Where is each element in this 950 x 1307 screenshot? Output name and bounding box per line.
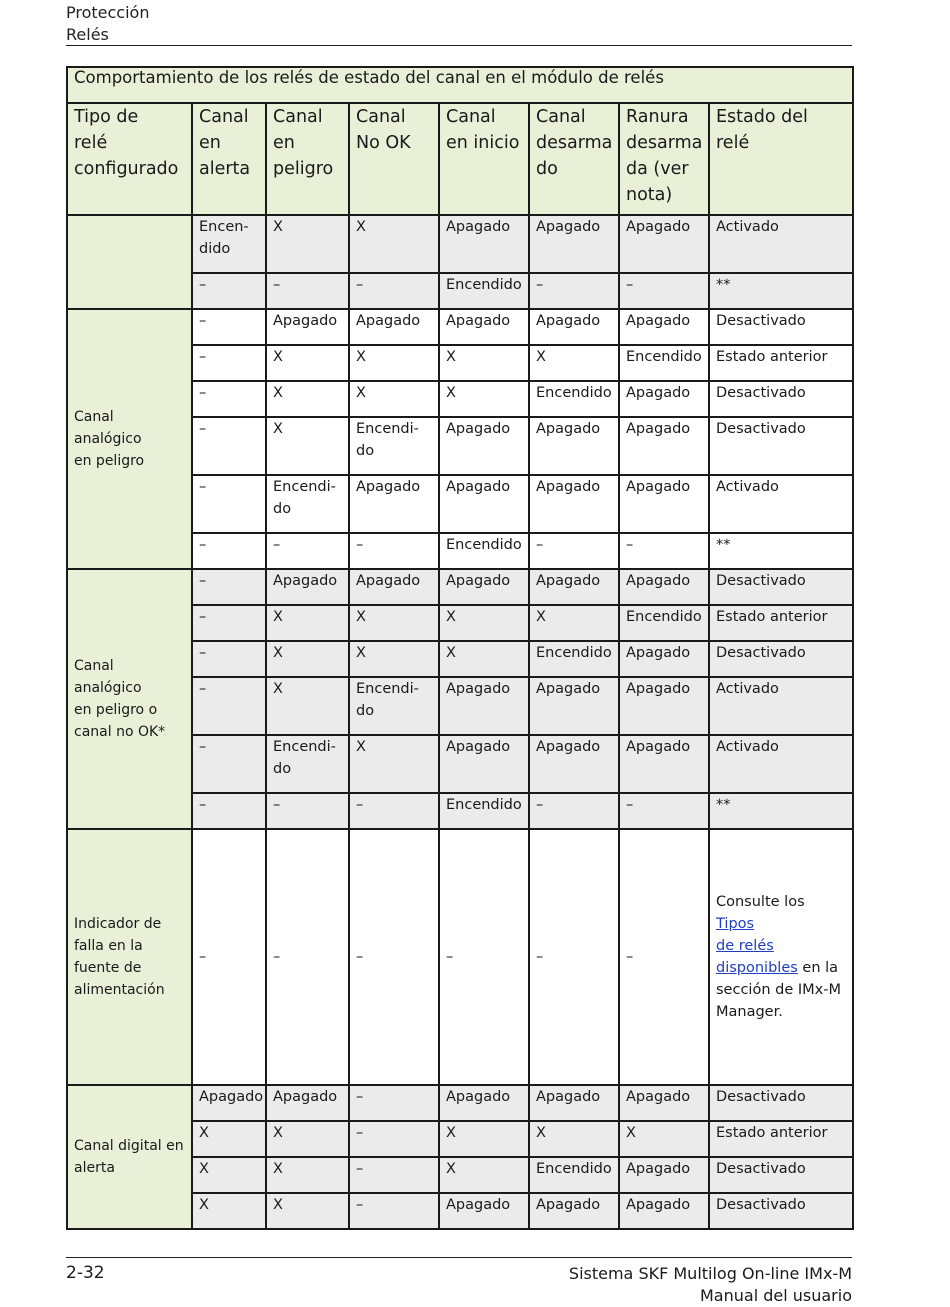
table-caption: Comportamiento de los relés de estado del canal en el módulo de relés <box>67 67 853 103</box>
relay-state-cell: Estado anterior <box>709 1121 853 1157</box>
relay-state-cell: Desactivado <box>709 1193 853 1229</box>
table-cell: Apagado <box>439 569 529 605</box>
relay-state-cell: ** <box>709 793 853 829</box>
table-cell: – <box>349 1085 439 1121</box>
table-cell: – <box>529 829 619 1085</box>
table-cell: – <box>192 735 266 793</box>
relay-state-cell: Desactivado <box>709 569 853 605</box>
table-cell: X <box>266 605 349 641</box>
table-cell: Apagado <box>529 569 619 605</box>
table-cell: Encendi- do <box>266 735 349 793</box>
table-cell: X <box>349 735 439 793</box>
table-cell: – <box>349 273 439 309</box>
table-cell: X <box>439 605 529 641</box>
table-cell: – <box>192 677 266 735</box>
relay-state-cell: Desactivado <box>709 381 853 417</box>
header-chapter: Protección <box>66 3 150 22</box>
table-cell: – <box>266 533 349 569</box>
table-cell: Encendido <box>529 641 619 677</box>
table-cell: Apagado <box>439 417 529 475</box>
table-cell: – <box>266 829 349 1085</box>
table-cell: Encendido <box>439 533 529 569</box>
table-cell: Encen- dido <box>192 215 266 273</box>
table-cell: Apagado <box>439 1193 529 1229</box>
table-cell: Apagado <box>529 735 619 793</box>
running-header <box>66 2 149 46</box>
table-cell: Apagado <box>439 215 529 273</box>
table-cell: Apagado <box>619 569 709 605</box>
table-cell: Apagado <box>619 417 709 475</box>
table-cell: Apagado <box>529 475 619 533</box>
relay-state-cell: ** <box>709 533 853 569</box>
column-header: Canal en inicio <box>439 103 529 215</box>
relay-state-cell: Desactivado <box>709 417 853 475</box>
relay-status-table <box>66 66 854 1230</box>
table-cell: X <box>192 1157 266 1193</box>
table-cell: Apagado <box>439 735 529 793</box>
table-cell: X <box>266 1121 349 1157</box>
table-cell: – <box>619 829 709 1085</box>
table-cell: – <box>266 273 349 309</box>
table-cell: Encendido <box>619 345 709 381</box>
table-cell: Apagado <box>439 1085 529 1121</box>
table-cell: X <box>529 345 619 381</box>
table-cell: Encendi- do <box>266 475 349 533</box>
relay-type-cell <box>67 215 192 309</box>
table-cell: Apagado <box>439 475 529 533</box>
table-cell: X <box>439 1157 529 1193</box>
table-cell: – <box>439 829 529 1085</box>
table-cell: X <box>266 417 349 475</box>
table-cell: – <box>192 345 266 381</box>
table-cell: X <box>266 677 349 735</box>
table-cell: X <box>266 641 349 677</box>
relay-type-cell: Canal digital en alerta <box>67 1085 192 1229</box>
table-cell: Encendido <box>529 381 619 417</box>
table-cell: – <box>529 533 619 569</box>
relay-state-cell: Activado <box>709 215 853 273</box>
table-cell: Apagado <box>619 381 709 417</box>
table-cell: – <box>266 793 349 829</box>
header-divider <box>66 45 852 46</box>
relay-state-cell: Desactivado <box>709 641 853 677</box>
page-number: 2-32 <box>66 1263 105 1283</box>
table-cell: Apagado <box>349 475 439 533</box>
table-cell: – <box>192 605 266 641</box>
table-cell: X <box>439 641 529 677</box>
footer-title <box>569 1263 852 1307</box>
footer-divider <box>66 1257 852 1258</box>
table-cell: – <box>619 533 709 569</box>
table-cell: X <box>529 605 619 641</box>
table-cell: X <box>192 1193 266 1229</box>
table-cell: Apagado <box>529 417 619 475</box>
table-cell: – <box>529 273 619 309</box>
relay-type-cell: Canal analógico en peligro <box>67 309 192 569</box>
table-cell: – <box>349 829 439 1085</box>
table-row <box>67 215 853 273</box>
column-header: Canal desarma do <box>529 103 619 215</box>
table-cell: – <box>349 1121 439 1157</box>
table-cell: X <box>266 345 349 381</box>
table-cell: X <box>266 381 349 417</box>
table-cell: X <box>439 345 529 381</box>
table-cell: Apagado <box>439 677 529 735</box>
table-cell: – <box>192 475 266 533</box>
table-cell: – <box>349 793 439 829</box>
table-cell: Apagado <box>266 309 349 345</box>
table-cell: Apagado <box>266 569 349 605</box>
table-cell: X <box>619 1121 709 1157</box>
relay-state-cell: Consulte los Tipos de relés disponibles en la sección de IMx-M Manager. <box>709 829 853 1085</box>
table-cell: Encendi- do <box>349 677 439 735</box>
relay-state-cell: Desactivado <box>709 309 853 345</box>
table-cell: Apagado <box>619 475 709 533</box>
table-cell: Apagado <box>619 309 709 345</box>
table-cell: Apagado <box>619 215 709 273</box>
table-cell: X <box>349 641 439 677</box>
table-cell: – <box>619 273 709 309</box>
table-cell: X <box>439 381 529 417</box>
table-cell: Apagado <box>529 215 619 273</box>
table-cell: Encendi- do <box>349 417 439 475</box>
table-cell: Encendido <box>529 1157 619 1193</box>
table-row <box>67 829 853 1085</box>
column-header: Tipo de relé configurado <box>67 103 192 215</box>
relay-state-cell: ** <box>709 273 853 309</box>
relay-state-cell: Activado <box>709 735 853 793</box>
table-cell: Apagado <box>192 1085 266 1121</box>
relay-state-cell: Desactivado <box>709 1085 853 1121</box>
header-section: Relés <box>66 25 109 44</box>
column-header: Canal No OK <box>349 103 439 215</box>
table-cell: Apagado <box>266 1085 349 1121</box>
footer-doc: Manual del usuario <box>700 1286 852 1305</box>
table-cell: – <box>192 533 266 569</box>
table-cell: – <box>192 793 266 829</box>
table-row <box>67 309 853 345</box>
table-cell: Apagado <box>349 569 439 605</box>
table-row <box>67 1085 853 1121</box>
table-cell: X <box>349 345 439 381</box>
relay-state-cell: Activado <box>709 475 853 533</box>
table-cell: Encendido <box>439 793 529 829</box>
table-cell: Apagado <box>349 309 439 345</box>
table-cell: – <box>619 793 709 829</box>
table-cell: Apagado <box>619 735 709 793</box>
table-cell: X <box>349 605 439 641</box>
relay-type-cell: Indicador de falla en la fuente de alimentación <box>67 829 192 1085</box>
table-cell: X <box>192 1121 266 1157</box>
table-cell: – <box>192 381 266 417</box>
table-cell: Apagado <box>619 1193 709 1229</box>
relay-state-cell: Desactivado <box>709 1157 853 1193</box>
table-cell: X <box>266 1193 349 1229</box>
relay-state-cell: Estado anterior <box>709 345 853 381</box>
table-cell: Apagado <box>619 641 709 677</box>
table-cell: X <box>349 381 439 417</box>
table-cell: Apagado <box>619 1085 709 1121</box>
table-cell: – <box>192 309 266 345</box>
column-header: Ranura desarma da (ver nota) <box>619 103 709 215</box>
relay-state-cell: Estado anterior <box>709 605 853 641</box>
relay-state-cell: Activado <box>709 677 853 735</box>
table-cell: X <box>266 215 349 273</box>
column-header: Estado del relé <box>709 103 853 215</box>
relay-types-link[interactable]: Tipos de relés disponibles <box>716 916 798 976</box>
table-cell: – <box>192 273 266 309</box>
table-cell: – <box>349 533 439 569</box>
table-cell: – <box>192 417 266 475</box>
table-cell: Encendido <box>619 605 709 641</box>
table-cell: X <box>439 1121 529 1157</box>
table-cell: Apagado <box>439 309 529 345</box>
table-cell: Encendido <box>439 273 529 309</box>
table-cell: Apagado <box>529 1193 619 1229</box>
table-cell: Apagado <box>619 1157 709 1193</box>
relay-type-cell: Canal analógico en peligro o canal no OK* <box>67 569 192 829</box>
column-header: Canal en peligro <box>266 103 349 215</box>
table-cell: – <box>192 829 266 1085</box>
table-row <box>67 569 853 605</box>
column-header: Canal en alerta <box>192 103 266 215</box>
table-cell: – <box>192 641 266 677</box>
table-cell: – <box>192 569 266 605</box>
table-cell: X <box>349 215 439 273</box>
table-cell: – <box>349 1193 439 1229</box>
table-cell: Apagado <box>619 677 709 735</box>
table-cell: Apagado <box>529 1085 619 1121</box>
table-cell: Apagado <box>529 677 619 735</box>
table-cell: X <box>266 1157 349 1193</box>
footer-product: Sistema SKF Multilog On-line IMx-M <box>568 1264 852 1283</box>
table-cell: – <box>529 793 619 829</box>
table-cell: Apagado <box>529 309 619 345</box>
table-cell: X <box>529 1121 619 1157</box>
table-cell: – <box>349 1157 439 1193</box>
